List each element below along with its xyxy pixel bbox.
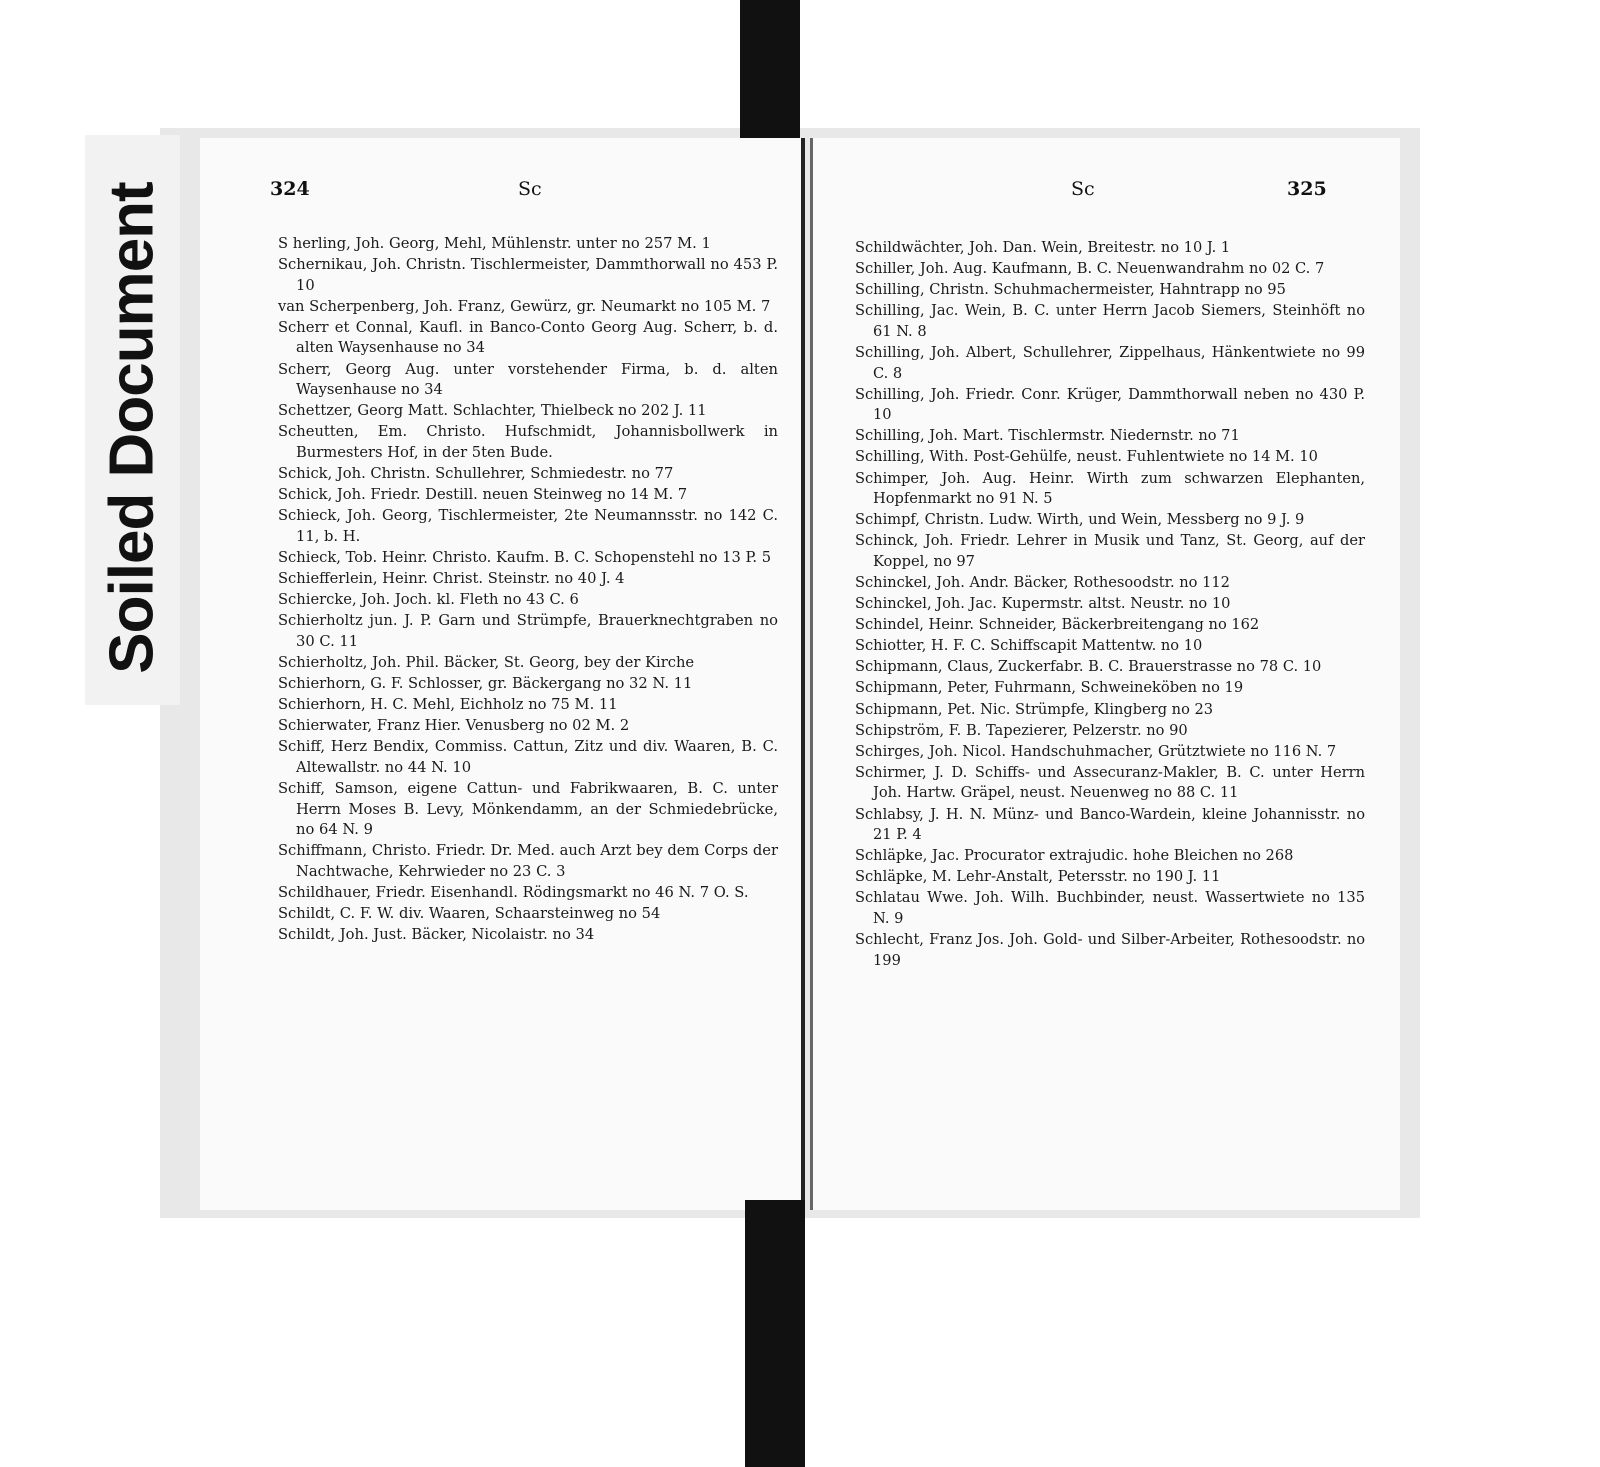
directory-entry: Scherr, Georg Aug. unter vorstehender Firma, b. d. alten Waysenhause no 34 <box>278 360 778 399</box>
directory-entry: Schieck, Tob. Heinr. Christo. Kaufm. B. C. Schopenstehl no 13 P. 5 <box>278 548 772 566</box>
directory-entry: Schimpf, Christn. Ludw. Wirth, und Wein, Messberg no 9 J. 9 <box>855 511 1305 529</box>
directory-entries <box>278 234 778 946</box>
directory-entry: Schipmann, Peter, Fuhrmann, Schweineköben no 19 <box>855 679 1244 697</box>
directory-entry: Schierhorn, G. F. Schlosser, gr. Bäckergang no 32 N. 11 <box>278 674 693 692</box>
directory-entry: Schimper, Joh. Aug. Heinr. Wirth zum schwarzen Elephanten, Hopfenmarkt no 91 N. 5 <box>855 469 1365 508</box>
directory-entry: Schilling, With. Post-Gehülfe, neust. Fuhlentwiete no 14 M. 10 <box>855 448 1318 466</box>
directory-entry: Schieck, Joh. Georg, Tischlermeister, 2te Neumannsstr. no 142 C. 11, b. H. <box>278 507 778 545</box>
directory-entry: Schildt, C. F. W. div. Waaren, Schaarsteinweg no 54 <box>278 905 661 922</box>
left-page <box>200 138 805 1210</box>
directory-entry: Schirmer, J. D. Schiffs- und Assecuranz-Makler, B. C. unter Herrn Joh. Hartw. Gräpel, neust. Neuenweg no 88 C. 11 <box>855 763 1365 802</box>
directory-entry: Schiotter, H. F. C. Schiffscapit Mattentw. no 10 <box>855 637 1203 655</box>
directory-entry: Schernikau, Joh. Christn. Tischlermeister, Dammthorwall no 453 P. 10 <box>278 256 778 294</box>
directory-entry: Schläpke, M. Lehr-Anstalt, Petersstr. no 190 J. 11 <box>855 868 1221 886</box>
directory-entry: Schiefferlein, Heinr. Christ. Steinstr. no 40 J. 4 <box>278 570 625 587</box>
running-head: Sc <box>518 178 542 200</box>
right-page <box>810 138 1400 1210</box>
page-number: 324 <box>270 178 310 200</box>
directory-entry: Schierwater, Franz Hier. Venusberg no 02 M. 2 <box>278 717 630 735</box>
directory-entry: Schiff, Herz Bendix, Commiss. Cattun, Zitz und div. Waaren, B. C. Altewallstr. no 44 N. 10 <box>278 738 778 776</box>
running-head: Sc <box>1071 178 1095 200</box>
directory-entry: Schiller, Joh. Aug. Kaufmann, B. C. Neuenwandrahm no 02 C. 7 <box>855 260 1325 278</box>
directory-entry: Schick, Joh. Friedr. Destill. neuen Steinweg no 14 M. 7 <box>278 486 688 504</box>
binding-strip-top <box>740 0 800 160</box>
directory-entry: Schick, Joh. Christn. Schullehrer, Schmiedestr. no 77 <box>278 465 674 483</box>
directory-entry: Schilling, Jac. Wein, B. C. unter Herrn Jacob Siemers, Steinhöft no 61 N. 8 <box>855 302 1365 340</box>
soiled-document-label: Soiled Document <box>97 182 167 674</box>
directory-entry: Schilling, Joh. Albert, Schullehrer, Zippelhaus, Hänkentwiete no 99 C. 8 <box>855 343 1365 382</box>
directory-entry: Schipmann, Claus, Zuckerfabr. B. C. Brauerstrasse no 78 C. 10 <box>855 658 1322 676</box>
directory-entry: Schildhauer, Friedr. Eisenhandl. Rödingsmarkt no 46 N. 7 O. S. <box>278 883 749 901</box>
right-page-header <box>813 178 1400 208</box>
directory-entry: Schinckel, Joh. Andr. Bäcker, Rothesoodstr. no 112 <box>855 574 1230 591</box>
directory-entry: Schierhorn, H. C. Mehl, Eichholz no 75 M. 11 <box>278 696 618 714</box>
directory-entry: Schipström, F. B. Tapezierer, Pelzerstr. no 90 <box>855 721 1188 739</box>
directory-entry: Schinckel, Joh. Jac. Kupermstr. altst. Neustr. no 10 <box>855 595 1231 613</box>
page-number: 325 <box>1287 178 1327 200</box>
directory-entry: Schilling, Joh. Friedr. Conr. Krüger, Dammthorwall neben no 430 P. 10 <box>855 385 1365 424</box>
directory-entry: Schildwächter, Joh. Dan. Wein, Breitestr. no 10 J. 1 <box>855 239 1231 256</box>
binding-strip-bottom <box>745 1200 805 1467</box>
left-page-header <box>200 178 801 208</box>
directory-entry: Schirges, Joh. Nicol. Handschuhmacher, Grütztwiete no 116 N. 7 <box>855 742 1337 760</box>
directory-entry: Schilling, Christn. Schuhmachermeister, Hahntrapp no 95 <box>855 281 1286 299</box>
directory-entry: Schläpke, Jac. Procurator extrajudic. hohe Bleichen no 268 <box>855 847 1294 865</box>
directory-entry: Scheutten, Em. Christo. Hufschmidt, Johannisbollwerk in Burmesters Hof, in der 5ten Bude. <box>278 423 778 461</box>
directory-entry: Schiffmann, Christo. Friedr. Dr. Med. auch Arzt bey dem Corps der Nachtwache, Kehrwieder no 23 C. 3 <box>278 842 778 880</box>
directory-entry: Schettzer, Georg Matt. Schlachter, Thielbeck no 202 J. 11 <box>278 402 707 420</box>
directory-entry: Schlabsy, J. H. N. Münz- und Banco-Wardein, kleine Johannisstr. no 21 P. 4 <box>855 805 1365 844</box>
directory-entry: Schindel, Heinr. Schneider, Bäckerbreitengang no 162 <box>855 616 1260 634</box>
directory-entry: van Scherpenberg, Joh. Franz, Gewürz, gr. Neumarkt no 105 M. 7 <box>278 297 771 315</box>
directory-entry: Schilling, Joh. Mart. Tischlermstr. Niedernstr. no 71 <box>855 427 1240 445</box>
directory-entry: Schierholtz jun. J. P. Garn und Strümpfe, Brauerknechtgraben no 30 C. 11 <box>278 612 778 650</box>
directory-entry: Schlatau Wwe. Joh. Wilh. Buchbinder, neust. Wassertwiete no 135 N. 9 <box>855 889 1365 927</box>
directory-entry: Schildt, Joh. Just. Bäcker, Nicolaistr. no 34 <box>278 926 595 944</box>
directory-entry: Schierholtz, Joh. Phil. Bäcker, St. Georg, bey der Kirche <box>278 653 695 671</box>
directory-entry: Schipmann, Pet. Nic. Strümpfe, Klingberg no 23 <box>855 700 1214 718</box>
directory-entry: Scherr et Connal, Kaufl. in Banco-Conto Georg Aug. Scherr, b. d. alten Waysenhause no 34 <box>278 318 778 357</box>
directory-entry: Schlecht, Franz Jos. Joh. Gold- und Silber-Arbeiter, Rothesoodstr. no 199 <box>855 931 1365 969</box>
directory-entry: Schinck, Joh. Friedr. Lehrer in Musik und Tanz, St. Georg, auf der Koppel, no 97 <box>855 532 1365 570</box>
directory-entry: Schiercke, Joh. Joch. kl. Fleth no 43 C. 6 <box>278 591 579 609</box>
directory-entry: S herling, Joh. Georg, Mehl, Mühlenstr. unter no 257 M. 1 <box>278 235 711 252</box>
directory-entries <box>855 238 1365 972</box>
directory-entry: Schiff, Samson, eigene Cattun- und Fabrikwaaren, B. C. unter Herrn Moses B. Levy, Mönkendamm, an der Schmiedebrücke, no 64 N. 9 <box>278 779 778 839</box>
